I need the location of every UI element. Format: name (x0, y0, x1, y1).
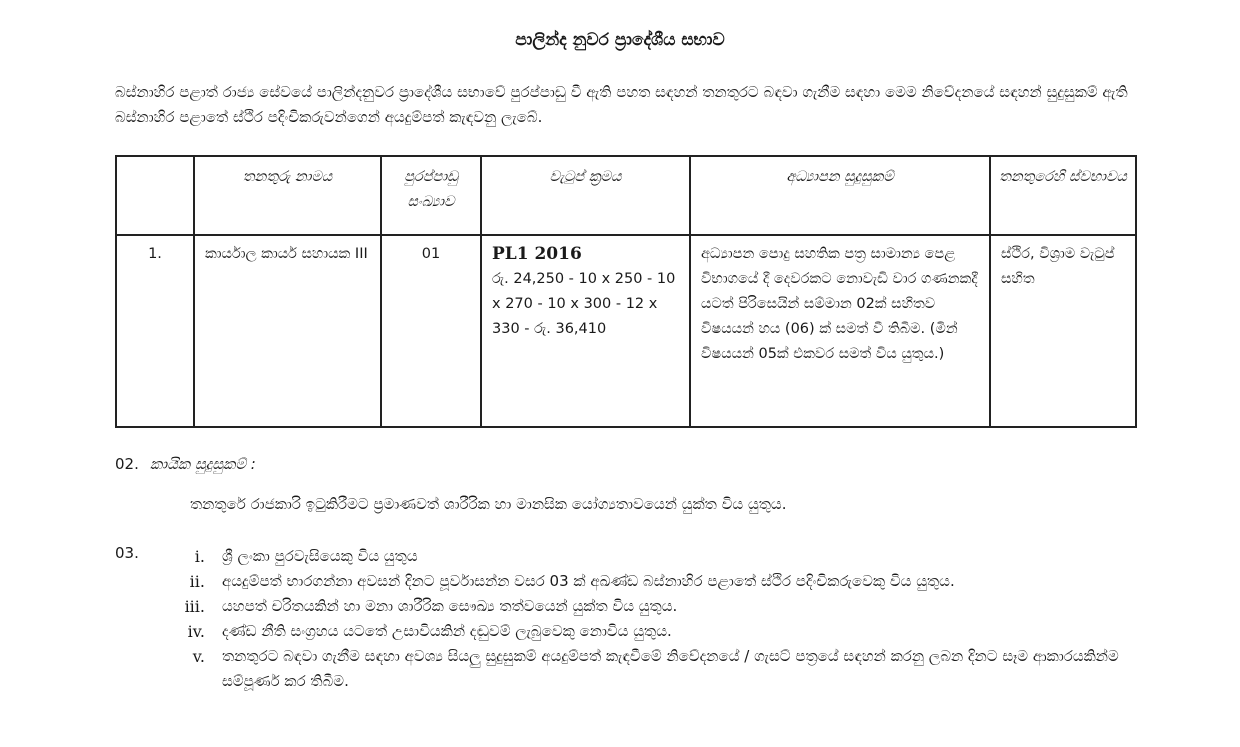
header-nature: තනතුරෙහි ස්වභාවය (990, 156, 1136, 235)
cell-nature: ස්ථිර, විශ්‍රාම වැටුප් සහිත (990, 235, 1136, 427)
intro-paragraph: බස්නාහිර පළාත් රාජ්‍ය සේවයේ පාලින්දනුවර ප්‍රාදේශීය සභාවේ පුරප්පාඩු වී ඇති පහත සඳහන් තනතුරට බඳවා ගැනීම සඳහා මෙම නිවේදනයේ සඳහන් සුදුසුකම් ඇති බස්නාහිර පළාතේ ස්ථිර පදිංචිකරුවන්ගෙන් අයදුම්පත් කැඳවනු ලැබේ. (115, 83, 1128, 126)
cell-post: කාර්යාල කාර්ය සහායක III (194, 235, 381, 427)
cell-number: 1. (116, 235, 194, 427)
list-item-text: අයදුම්පත් භාරගන්නා අවසන් දිනට පූර්වාසන්න වසර 03 ක් අඛණ්ඩ බස්නාහිර පළාතේ ස්ථිර පදිංචිකරුවෙකු විය යුතුය. (222, 572, 955, 590)
list-item-roman: iv. (187, 622, 205, 641)
list-item-roman: i. (194, 547, 205, 566)
header-salary-scale: වැටුප් ක්‍රමය (481, 156, 690, 235)
list-item-roman: ii. (189, 572, 205, 591)
section-02-heading: කායික සුදුසුකම් : (150, 455, 256, 473)
section-02-text: තනතුරේ රාජකාරි ඉටුකිරීමට ප්‍රමාණවත් ශාරීරික හා මානසික යෝග්‍යතාවයෙන් යුක්ත විය යුතුය. (190, 495, 787, 513)
page-title: පාලින්ද නුවර ප්‍රාදේශීය සභාව (515, 30, 725, 50)
salary-scale: රු. 24,250 - 10 x 250 - 10 x 270 - 10 x 300 - 12 x 330 - රු. 36,410 (492, 271, 676, 337)
vacancy-table (115, 155, 1137, 428)
header-post-name: තනතුරු නාමය (194, 156, 381, 235)
header-vacancies: පුරප්පාඩු සංඛ්‍යාව (381, 156, 481, 235)
list-item-text: යහපත් චරිතයකින් හා මනා ශාරීරික සෞඛ්‍ය තත්වයෙන් යුක්ත විය යුතුය. (222, 597, 678, 615)
cell-education: අධ්‍යාපන පොදු සහතික පත්‍ර සාමාන්‍ය පෙළ විභාගයේ දී දෙවරකට නොවැඩි වාර ගණනකදී යටත් පිරිසෙයින් සම්මාන 02ක් සහිතව විෂයයන් හය (06) ක් සමත් වී තිබීම. (මින් විෂයයන් 05ක් එකවර සමත් විය යුතුය.) (690, 235, 990, 427)
list-item-roman: iii. (184, 597, 205, 616)
list-item-text: තනතුරට බඳවා ගැනීම සඳහා අවශ්‍ය සියලු සුදුසුකම් අයදුම්පත් කැඳවීමේ නිවේදනයේ / ගැසට් පත්‍රයේ සඳහන් කරනු ලබන දිනට සෑම ආකාරයකින්ම සම්පූර්ණ කර තිබීම. (222, 647, 1119, 690)
list-item-text: ශ්‍රී ලංකා පුරවැසියෙකු විය යුතුය (222, 547, 418, 565)
table-row (116, 235, 1136, 427)
header-number (116, 156, 194, 235)
cell-salary (481, 235, 690, 427)
section-03-number: 03. (115, 544, 139, 562)
cell-vacancies: 01 (381, 235, 481, 427)
table-header-row (116, 156, 1136, 235)
salary-code: PL1 2016 (492, 244, 582, 264)
header-education: අධ්‍යාපන සුදුසුකම් (690, 156, 990, 235)
list-item-roman: v. (192, 647, 205, 666)
list-item-text: දණ්ඩ නීති සංග්‍රහය යටතේ උසාවියකින් දඬුවම් ලැබුවෙකු නොවිය යුතුය. (222, 622, 672, 640)
section-02-number: 02. (115, 455, 139, 473)
